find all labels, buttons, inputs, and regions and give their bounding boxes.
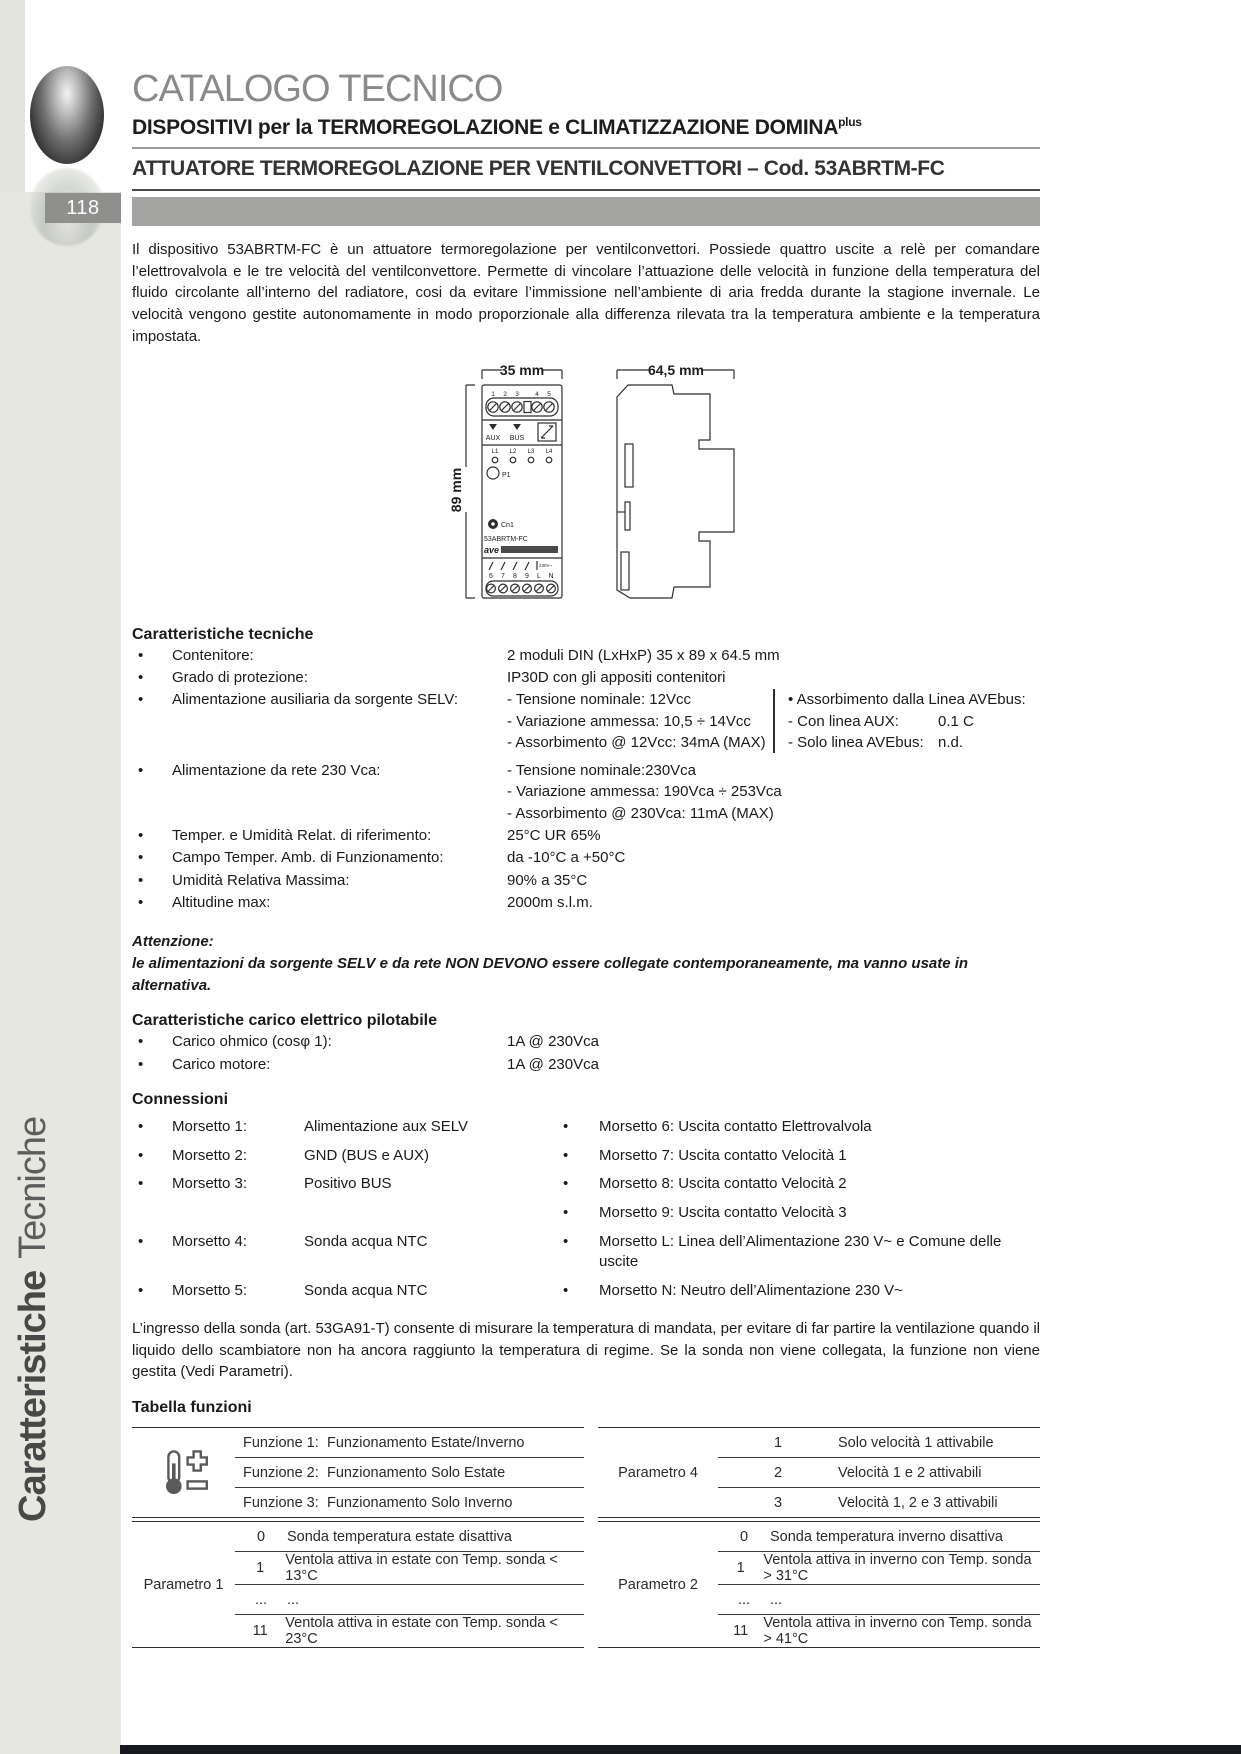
parameter-row: ... ...: [235, 1584, 584, 1614]
load-label: Carico motore:: [172, 1055, 271, 1073]
tech-value: 2000m s.l.m.: [507, 893, 593, 911]
relay-contact-symbols: [489, 561, 537, 570]
bullet-icon: [132, 825, 172, 846]
parameter-row: 0 Sonda temperatura inverno disattiva: [739, 1528, 1003, 1545]
tech-label: Campo Temper. Amb. di Funzionamento:: [172, 849, 444, 867]
parameter-1-label: Parametro 1: [143, 1576, 224, 1593]
load-row: [132, 1031, 1040, 1052]
model-label: 53ABRTM-FC: [484, 535, 528, 543]
catalog-title: CATALOGO TECNICO: [132, 68, 503, 110]
bullet-icon: [132, 870, 172, 891]
bus-label: BUS: [509, 434, 525, 442]
led-l1-label: L1: [491, 448, 499, 455]
connections-section-title: Connessioni: [132, 1091, 229, 1109]
intro-paragraph: Il dispositivo 53ABRTM-FC è un attuatore termoregolazione per ventilconvettori. Possiede quattro uscite a relè per comandare l’elettrovalvola e le tre velocità del ventilconvettore. Permette di vincolare l’attuazione delle velocità in funzione della temperatura del fluido circolante all’interno del radiatore, cosi da evitare l’immissione nell’ambiente di aria fredda durante la stagione invernale. Le velocità vengono gestite autonomamente in modo proporzionale alla differenza rilevata tra la temperatura ambiente e la temperatura impostata.: [132, 240, 1040, 345]
content-column: [132, 0, 1040, 1648]
led-l2-label: L2: [509, 448, 517, 455]
tech-value: IP30D con gli appositi contenitori: [507, 668, 726, 686]
terminal-7: 7: [501, 572, 505, 580]
dimension-width: [482, 362, 562, 379]
bullet-icon: [132, 689, 172, 753]
bus-arrow-icon: [513, 424, 521, 430]
led-l4-label: L4: [545, 448, 553, 455]
header-gray-bar: [132, 197, 1040, 226]
connection-row: • Morsetto 5: Sonda acqua NTC • Morsetto N: Neutro dell’Alimentazione 230 V~: [132, 1281, 1040, 1302]
avebus-absorption-note: • Assorbimento dalla Linea AVEbus: - Con linea AUX: 0.1 C - Solo linea AVEbus: n.d.: [773, 689, 1026, 753]
parameter-row: 2 Velocità 1 e 2 attivabili: [718, 1457, 1040, 1487]
tech-label: Temper. e Umidità Relat. di riferimento:: [172, 827, 432, 845]
footer-bar: [120, 1745, 1241, 1754]
left-edge-strip: [0, 0, 25, 192]
load-value: 1A @ 230Vca: [507, 1055, 599, 1073]
connection-row: • Morsetto 4: Sonda acqua NTC • Morsetto L: Linea dell’Alimentazione 230 V~ e Comune delle uscite: [132, 1232, 1040, 1273]
led-l1: [492, 457, 498, 463]
load-section-title: Caratteristiche carico elettrico pilotabile: [132, 1012, 437, 1030]
brand-logo-text: ave: [484, 544, 500, 555]
aux-label: AUX: [485, 434, 501, 442]
parameter-4-label: Parametro 4: [618, 1464, 698, 1481]
led-l4: [546, 457, 552, 463]
dimension-height-label: 89 mm: [448, 467, 464, 512]
warning-block: [132, 931, 1040, 996]
warning-title: Attenzione:: [132, 933, 214, 951]
tech-label: Umidità Relativa Massima:: [172, 871, 350, 889]
technical-drawing: [132, 352, 1040, 610]
terminal-N: N: [548, 572, 554, 580]
functions-table-right: [598, 1427, 1040, 1648]
bullet-icon: [132, 847, 172, 868]
tech-value-lines: - Tensione nominale: 12Vcc - Variazione ammessa: 10,5 ÷ 14Vcc - Assorbimento @ 12Vcc: 34mA (MAX): [507, 691, 766, 751]
function-row: Funzione 2: Funzionamento Solo Estate: [235, 1457, 584, 1487]
functions-table-title: Tabella funzioni: [132, 1399, 252, 1417]
tech-label: Contenitore:: [172, 646, 254, 664]
terminal-2: 2: [503, 390, 507, 398]
sonda-paragraph: L’ingresso della sonda (art. 53GA91-T) consente di misurare la temperatura di mandata, per evitare di far partire la ventilazione quando il liquido dello scambiatore non ha ancora raggiunto la temperatura di regime. Se la sonda non viene collegata, la funzione non viene gestita (Vedi Parametri).: [132, 1319, 1040, 1381]
brand-logo-bar: [501, 546, 558, 553]
terminal-4: 4: [535, 390, 539, 398]
dimension-depth: [617, 362, 734, 379]
connection-row: • Morsetto 9: Uscita contatto Velocità 3: [132, 1203, 1040, 1224]
product-title: ATTUATORE TERMOREGOLAZIONE PER VENTILCONVETTORI – Cod. 53ABRTM-FC: [132, 156, 945, 180]
terminal-3: 3: [515, 390, 519, 398]
header-rule-dark: [132, 189, 1040, 191]
thermistor-icon: [538, 423, 556, 441]
bullet-icon: [132, 892, 172, 913]
tech-label: Alimentazione ausiliaria da sorgente SELV:: [172, 691, 458, 709]
screw-terminals-top: [488, 401, 554, 412]
terminal-L: L: [537, 572, 541, 580]
tech-label: Grado di protezione:: [172, 668, 308, 686]
functions-tables: [132, 1427, 1040, 1648]
device-side-view: [617, 385, 734, 598]
bullet-icon: [132, 1031, 172, 1052]
parameter-row: 11 Ventola attiva in inverno con Temp. sonda > 41°C: [718, 1614, 1040, 1647]
page-number: 118: [45, 193, 121, 223]
load-value: 1A @ 230Vca: [507, 1033, 599, 1051]
p1-label: P1: [502, 471, 511, 479]
tech-value: 90% a 35°C: [507, 871, 588, 889]
functions-group: [132, 1427, 584, 1518]
catalog-subtitle: [132, 115, 1040, 140]
function-row: Funzione 3: Funzionamento Solo Inverno: [235, 1487, 584, 1517]
warning-text: le alimentazioni da sorgente SELV e da rete NON DEVONO essere collegate contemporaneamente, ma vanno usate in alternativa.: [132, 954, 969, 994]
thermometer-icon: [132, 1428, 235, 1517]
header-rule-thin: [132, 147, 1040, 149]
parameter-row: ... ...: [718, 1584, 1040, 1614]
tech-row: [132, 825, 1040, 846]
parameter-row: 3 Velocità 1, 2 e 3 attivabili: [718, 1487, 1040, 1517]
tech-row: [132, 892, 1040, 913]
connection-row: • Morsetto 3: Positivo BUS • Morsetto 8: Uscita contatto Velocità 2: [132, 1174, 1040, 1195]
terminal-6: 6: [489, 572, 493, 580]
avebus-note-title: • Assorbimento dalla Linea AVEbus:: [788, 689, 1026, 710]
subtitle-superscript: plus: [838, 114, 862, 129]
parameter-row: 1 Solo velocità 1 attivabile: [773, 1434, 994, 1451]
led-l2: [510, 457, 516, 463]
parameter-row: 11 Ventola attiva in estate con Temp. sonda < 23°C: [235, 1614, 584, 1647]
tech-row: [132, 667, 1040, 688]
tech-row: [132, 760, 1040, 824]
tech-row-selv: [132, 689, 1040, 753]
bullet-icon: [132, 645, 172, 666]
bullet-icon: [132, 1054, 172, 1075]
tech-row: [132, 645, 1040, 666]
function-row: Funzione 1: Funzionamento Estate/Inverno: [243, 1434, 525, 1451]
load-row: [132, 1054, 1040, 1075]
p1-button: [487, 467, 499, 479]
tech-value: 2 moduli DIN (LxHxP) 35 x 89 x 64.5 mm: [507, 646, 780, 664]
tech-label: Alimentazione da rete 230 Vca:: [172, 762, 381, 780]
sidebar-vertical-title: [14, 1117, 52, 1522]
dimension-width-label: 35 mm: [499, 361, 545, 378]
dimension-height: [448, 385, 475, 598]
tech-row: [132, 847, 1040, 868]
parameter-2-group: [598, 1521, 1040, 1648]
parameter-1-group: [132, 1521, 584, 1648]
led-l3: [528, 457, 534, 463]
sidebar-title-light: Tecniche: [12, 1116, 54, 1259]
tech-value-lines: - Tensione nominale:230Vca - Variazione ammessa: 190Vca ÷ 253Vca - Assorbimento @ 230Vca: 11mA (MAX): [507, 762, 782, 822]
brand-sphere-logo: [30, 66, 104, 164]
screw-terminals-bottom: [487, 584, 556, 593]
connection-row: • Morsetto 1: Alimentazione aux SELV • Morsetto 6: Uscita contatto Elettrovalvola: [132, 1117, 1040, 1138]
tech-value: 25°C UR 65%: [507, 827, 601, 845]
tech-value: da -10°C a +50°C: [507, 849, 626, 867]
led-l3-label: L3: [527, 448, 535, 455]
parameter-4-group: [598, 1427, 1040, 1518]
tech-section-title: Caratteristiche tecniche: [132, 625, 314, 643]
terminal-8: 8: [513, 572, 517, 580]
parameter-2-label: Parametro 2: [618, 1576, 698, 1593]
parameter-row: 1 Ventola attiva in estate con Temp. sonda < 13°C: [235, 1551, 584, 1584]
device-front-view: [482, 385, 562, 598]
tech-row: [132, 870, 1040, 891]
tech-label: Altitudine max:: [172, 893, 271, 911]
voltage-label: 230V~: [539, 562, 553, 568]
terminal-5: 5: [547, 390, 551, 398]
dimension-depth-label: 64,5 mm: [647, 361, 705, 378]
bullet-icon: [132, 760, 172, 824]
subtitle-text: DISPOSITIVI per la TERMOREGOLAZIONE e CLIMATIZZAZIONE DOMINA: [132, 115, 839, 139]
sidebar-title-bold: Caratteristiche: [12, 1270, 54, 1522]
terminal-9: 9: [525, 572, 529, 580]
terminal-1: 1: [491, 390, 495, 398]
connection-row: • Morsetto 2: GND (BUS e AUX) • Morsetto 7: Uscita contatto Velocità 1: [132, 1146, 1040, 1167]
load-label: Carico ohmico (cosφ 1):: [172, 1033, 332, 1051]
device-dimension-drawing: [412, 352, 842, 610]
bullet-icon: [132, 667, 172, 688]
parameter-row: 0 Sonda temperatura estate disattiva: [256, 1528, 512, 1545]
functions-table-left: [132, 1427, 584, 1648]
cn1-label: Cn1: [501, 521, 514, 529]
aux-arrow-icon: [489, 424, 497, 430]
parameter-row: 1 Ventola attiva in inverno con Temp. sonda > 31°C: [718, 1551, 1040, 1584]
